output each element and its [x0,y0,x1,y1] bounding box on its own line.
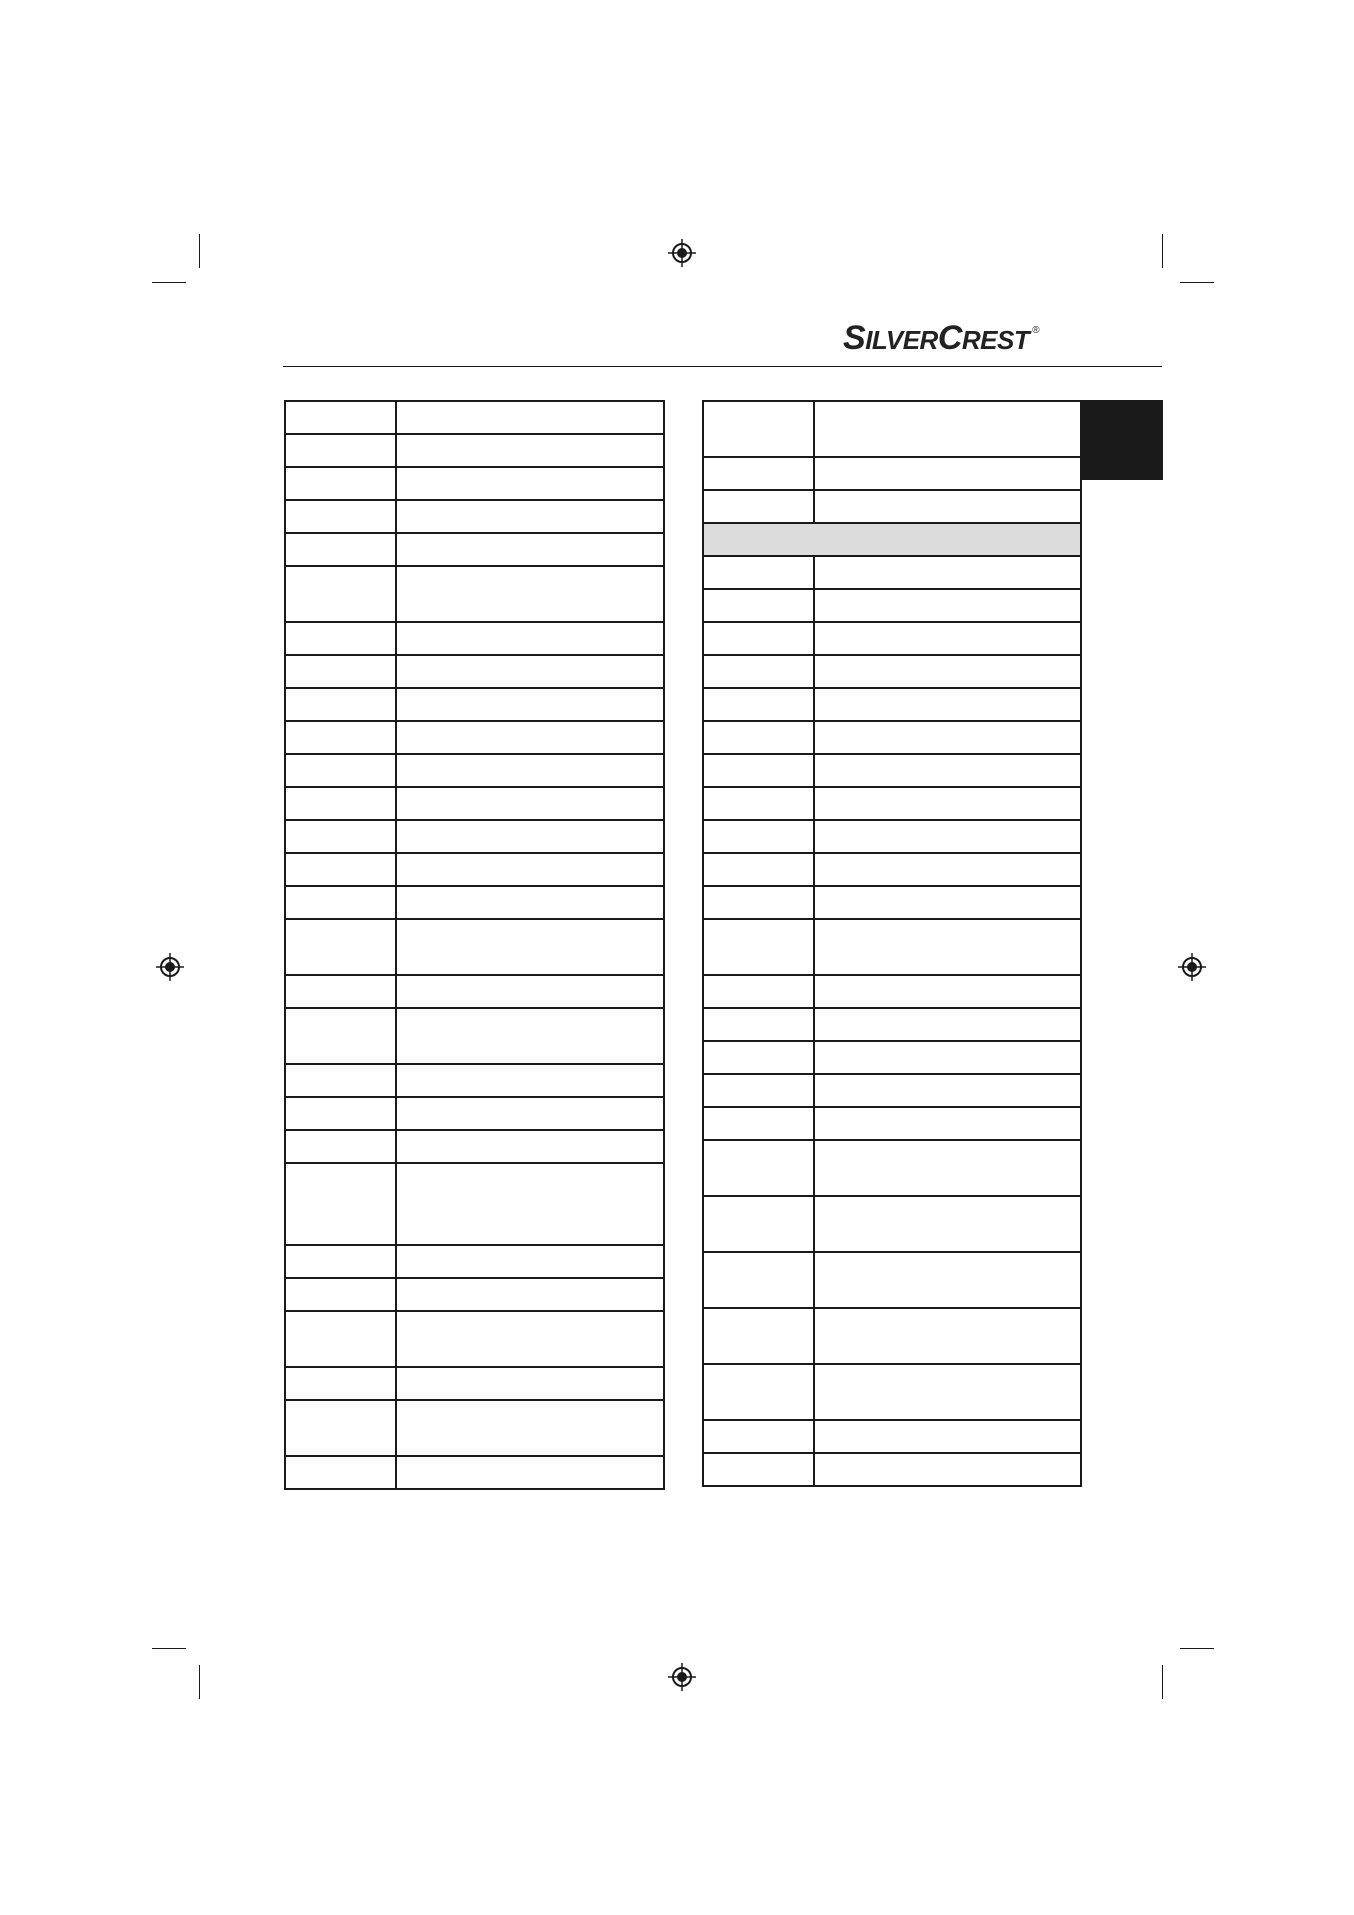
table-row [285,1278,664,1311]
table-row [285,1367,664,1400]
description-cell [814,1196,1081,1252]
code-cell [285,1008,396,1064]
description-cell [396,566,664,622]
code-cell [285,566,396,622]
crop-mark-top-left-horizontal [152,282,186,283]
table-row [703,1008,1081,1041]
table-row [285,754,664,787]
description-cell [814,1074,1081,1107]
description-cell [814,1140,1081,1196]
description-cell [396,622,664,655]
code-cell [285,787,396,820]
code-cell [285,919,396,975]
table-row [285,787,664,820]
description-cell [814,975,1081,1008]
description-cell [814,919,1081,975]
code-cell [703,975,814,1008]
description-cell [814,721,1081,754]
description-cell [814,622,1081,655]
table-row [285,533,664,566]
table-row [703,655,1081,688]
table-row [703,622,1081,655]
description-cell [396,853,664,886]
code-cell [285,500,396,533]
table-row [703,975,1081,1008]
code-cell [285,1400,396,1456]
table-row [285,1008,664,1064]
logo-letter-s: S [843,319,866,357]
crop-mark-top-left-vertical [199,234,200,268]
code-cell [703,919,814,975]
table-row [703,721,1081,754]
table-row [285,1130,664,1163]
table-row [285,500,664,533]
table-row [703,853,1081,886]
code-cell [285,1278,396,1311]
table-row [703,1308,1081,1364]
crop-mark-bottom-right-horizontal [1180,1648,1214,1649]
description-cell [396,721,664,754]
description-cell [814,886,1081,919]
code-cell [703,490,814,523]
description-cell [814,820,1081,853]
description-cell [396,886,664,919]
table-row [703,457,1081,490]
table-row [703,1196,1081,1252]
left-table-body [285,401,664,1489]
code-cell [703,1041,814,1074]
description-cell [396,1130,664,1163]
code-cell [285,1456,396,1489]
code-cell [285,1311,396,1367]
table-row [285,886,664,919]
code-cell [703,853,814,886]
description-cell [396,688,664,721]
code-cell [285,1245,396,1278]
code-cell [703,754,814,787]
language-tab [1080,400,1163,480]
header-divider [283,366,1162,367]
description-cell [814,1308,1081,1364]
table-row [285,622,664,655]
table-row [285,919,664,975]
code-cell [703,1008,814,1041]
table-row [285,401,664,434]
description-cell [396,1400,664,1456]
description-cell [814,1364,1081,1420]
left-table [284,400,665,1490]
table-row [285,655,664,688]
description-cell [814,1008,1081,1041]
code-cell [703,457,814,490]
code-cell [703,401,814,457]
code-cell [703,886,814,919]
table-row [285,1097,664,1130]
table-row [703,1107,1081,1140]
table-row [285,1064,664,1097]
code-cell [285,1130,396,1163]
description-cell [396,467,664,500]
table-row [703,556,1081,589]
table-row [703,1364,1081,1420]
table-row [703,787,1081,820]
logo-letter-c: C [937,319,962,357]
crop-mark-bottom-left-vertical [199,1665,200,1699]
table-row [703,754,1081,787]
description-cell [814,754,1081,787]
code-cell [285,975,396,1008]
description-cell [814,1041,1081,1074]
registration-mark-icon [155,952,185,982]
crop-mark-top-right-horizontal [1180,282,1214,283]
description-cell [814,1420,1081,1453]
table-row [703,1041,1081,1074]
table-row [703,688,1081,721]
code-cell [285,533,396,566]
code-cell [703,1196,814,1252]
code-cell [285,886,396,919]
table-row [285,1400,664,1456]
description-cell [814,787,1081,820]
code-cell [703,1364,814,1420]
code-cell [703,1107,814,1140]
code-cell [703,820,814,853]
description-cell [396,754,664,787]
registration-mark-icon [667,238,697,268]
description-cell [396,434,664,467]
table-row [285,566,664,622]
right-table [702,400,1082,1487]
crop-mark-top-right-vertical [1162,234,1163,268]
code-cell [703,688,814,721]
table-row [285,975,664,1008]
code-cell [285,401,396,434]
description-cell [814,490,1081,523]
brand-logo [843,318,1073,358]
code-cell [703,1140,814,1196]
code-cell [703,655,814,688]
description-cell [814,853,1081,886]
description-cell [396,500,664,533]
description-cell [396,919,664,975]
description-cell [814,1453,1081,1486]
description-cell [396,1163,664,1245]
code-cell [703,1074,814,1107]
code-cell [285,754,396,787]
code-cell [703,1308,814,1364]
description-cell [396,1008,664,1064]
table-row [285,1163,664,1245]
table-row [703,886,1081,919]
description-cell [396,1311,664,1367]
description-cell [396,1064,664,1097]
code-cell [285,434,396,467]
code-cell [285,820,396,853]
table-row [703,1252,1081,1308]
table-row [285,1311,664,1367]
description-cell [396,1456,664,1489]
description-cell [396,401,664,434]
description-cell [814,401,1081,457]
table-row [285,1456,664,1489]
description-cell [814,655,1081,688]
description-cell [814,589,1081,622]
description-cell [396,1278,664,1311]
table-row [703,820,1081,853]
code-cell [703,622,814,655]
code-cell [285,1367,396,1400]
crop-mark-bottom-right-vertical [1162,1665,1163,1699]
right-table-body [703,401,1081,1486]
table-row [285,820,664,853]
code-cell [285,1097,396,1130]
registration-mark-icon [1177,952,1207,982]
registered-trademark-symbol: ® [1032,325,1040,336]
table-row [285,434,664,467]
code-cell [285,721,396,754]
code-cell [703,721,814,754]
code-cell [703,1420,814,1453]
description-cell [396,533,664,566]
registration-mark-icon [667,1662,697,1692]
crop-mark-bottom-left-horizontal [152,1648,186,1649]
description-cell [396,1097,664,1130]
description-cell [396,820,664,853]
table-row [703,523,1081,556]
table-row [703,1453,1081,1486]
code-cell [285,467,396,500]
code-cell [703,589,814,622]
table-row [703,1074,1081,1107]
code-cell [703,1453,814,1486]
description-cell [814,1252,1081,1308]
table-row [703,919,1081,975]
description-cell [814,457,1081,490]
table-row [703,1140,1081,1196]
code-cell [285,853,396,886]
logo-text-rest: REST [961,325,1030,355]
description-cell [396,655,664,688]
table-row [285,853,664,886]
code-cell [285,622,396,655]
code-cell [285,1163,396,1245]
table-row [703,490,1081,523]
table-row [703,589,1081,622]
code-cell [703,787,814,820]
description-cell [396,975,664,1008]
description-cell [814,688,1081,721]
code-cell [285,655,396,688]
description-cell [396,1367,664,1400]
table-row [703,401,1081,457]
table-row [285,721,664,754]
table-row [285,1245,664,1278]
description-cell [396,1245,664,1278]
code-cell [703,556,814,589]
table-row [285,688,664,721]
description-cell [396,787,664,820]
code-cell [703,1252,814,1308]
code-cell [285,688,396,721]
code-cell [285,1064,396,1097]
logo-text-ilver: ILVER [865,325,938,355]
section-header-cell [703,523,1081,556]
table-row [703,1420,1081,1453]
description-cell [814,1107,1081,1140]
table-row [285,467,664,500]
description-cell [814,556,1081,589]
